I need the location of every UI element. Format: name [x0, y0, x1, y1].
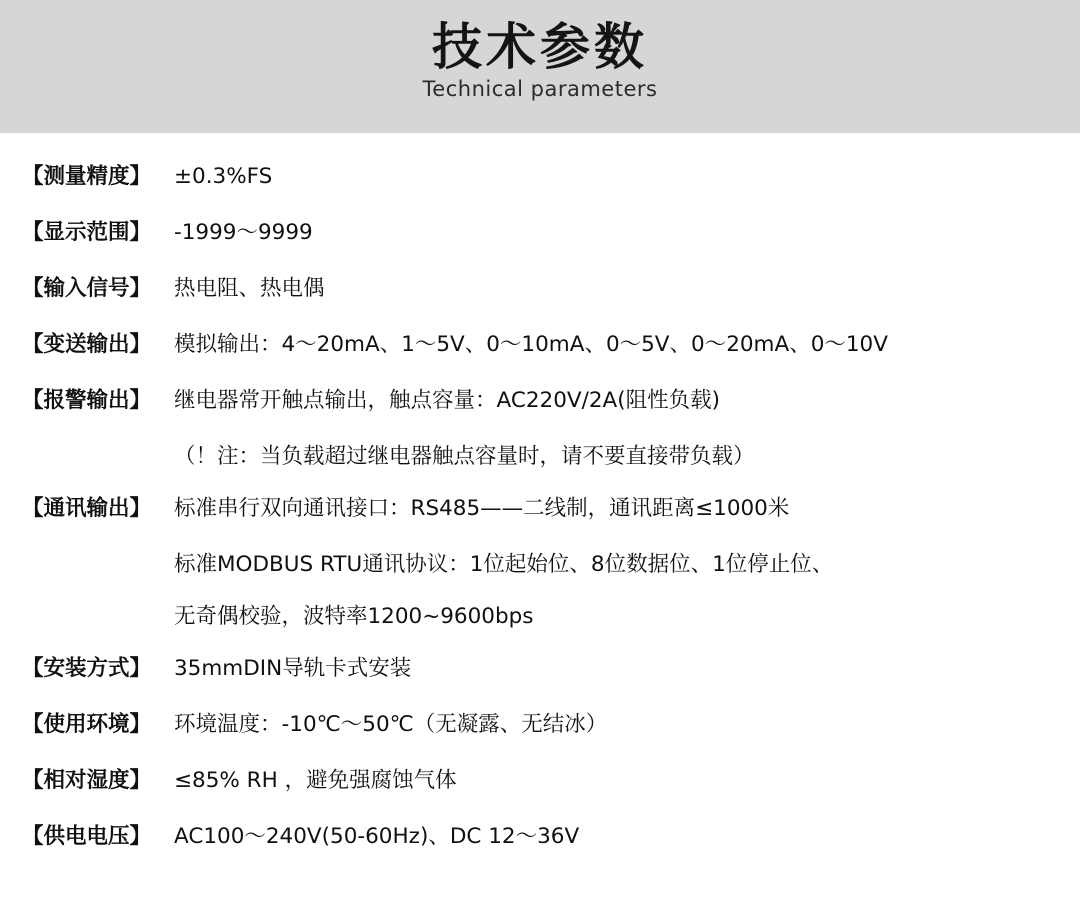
spec-value: AC100～240V(50-60Hz)、DC 12～36V: [174, 824, 580, 849]
spec-row: [0, 327, 1080, 383]
spec-row-continuation: [0, 547, 1080, 599]
spec-value: -1999～9999: [174, 220, 313, 245]
spec-value: 模拟输出：4～20mA、1～5V、0～10mA、0～5V、0～20mA、0～10V: [174, 332, 888, 357]
spec-label: 【供电电压】: [22, 824, 152, 849]
spec-row-continuation: [0, 599, 1080, 651]
spec-value: 继电器常开触点输出，触点容量：AC220V/2A(阻性负载): [174, 388, 720, 413]
spec-label: 【输入信号】: [22, 276, 152, 301]
spec-value: 环境温度：-10℃～50℃（无凝露、无结冰）: [174, 712, 608, 737]
spec-value: ≤85% RH ，避免强腐蚀气体: [174, 768, 457, 793]
spec-label: 【测量精度】: [22, 164, 152, 189]
page-title: 技术参数: [432, 18, 648, 76]
spec-row: [0, 491, 1080, 547]
spec-row: [0, 763, 1080, 819]
spec-label: 【相对湿度】: [22, 768, 152, 793]
spec-label: 【通讯输出】: [22, 496, 152, 521]
page-subtitle: Technical parameters: [422, 77, 658, 101]
spec-value: 标准串行双向通讯接口：RS485——二线制，通讯距离≤1000米: [174, 496, 790, 521]
spec-row-continuation: [0, 439, 1080, 491]
spec-value: ±0.3%FS: [174, 164, 273, 189]
spec-row: [0, 159, 1080, 215]
page-header-banner: [0, 0, 1080, 133]
spec-value-continuation: 无奇偶校验，波特率1200~9600bps: [174, 604, 534, 629]
spec-label: 【安装方式】: [22, 656, 152, 681]
spec-label: 【使用环境】: [22, 712, 152, 737]
spec-row: [0, 651, 1080, 707]
specification-list: [0, 133, 1080, 875]
spec-row: [0, 707, 1080, 763]
spec-value-continuation: 标准MODBUS RTU通讯协议：1位起始位、8位数据位、1位停止位、: [174, 552, 834, 577]
spec-row: [0, 215, 1080, 271]
spec-value-continuation: （！注：当负载超过继电器触点容量时，请不要直接带负载）: [174, 444, 755, 469]
spec-label: 【变送输出】: [22, 332, 152, 357]
spec-label: 【报警输出】: [22, 388, 152, 413]
spec-row: [0, 271, 1080, 327]
spec-value: 热电阻、热电偶: [174, 276, 325, 301]
spec-row: [0, 819, 1080, 875]
spec-row: [0, 383, 1080, 439]
spec-value: 35mmDIN导轨卡式安装: [174, 656, 412, 681]
spec-label: 【显示范围】: [22, 220, 152, 245]
